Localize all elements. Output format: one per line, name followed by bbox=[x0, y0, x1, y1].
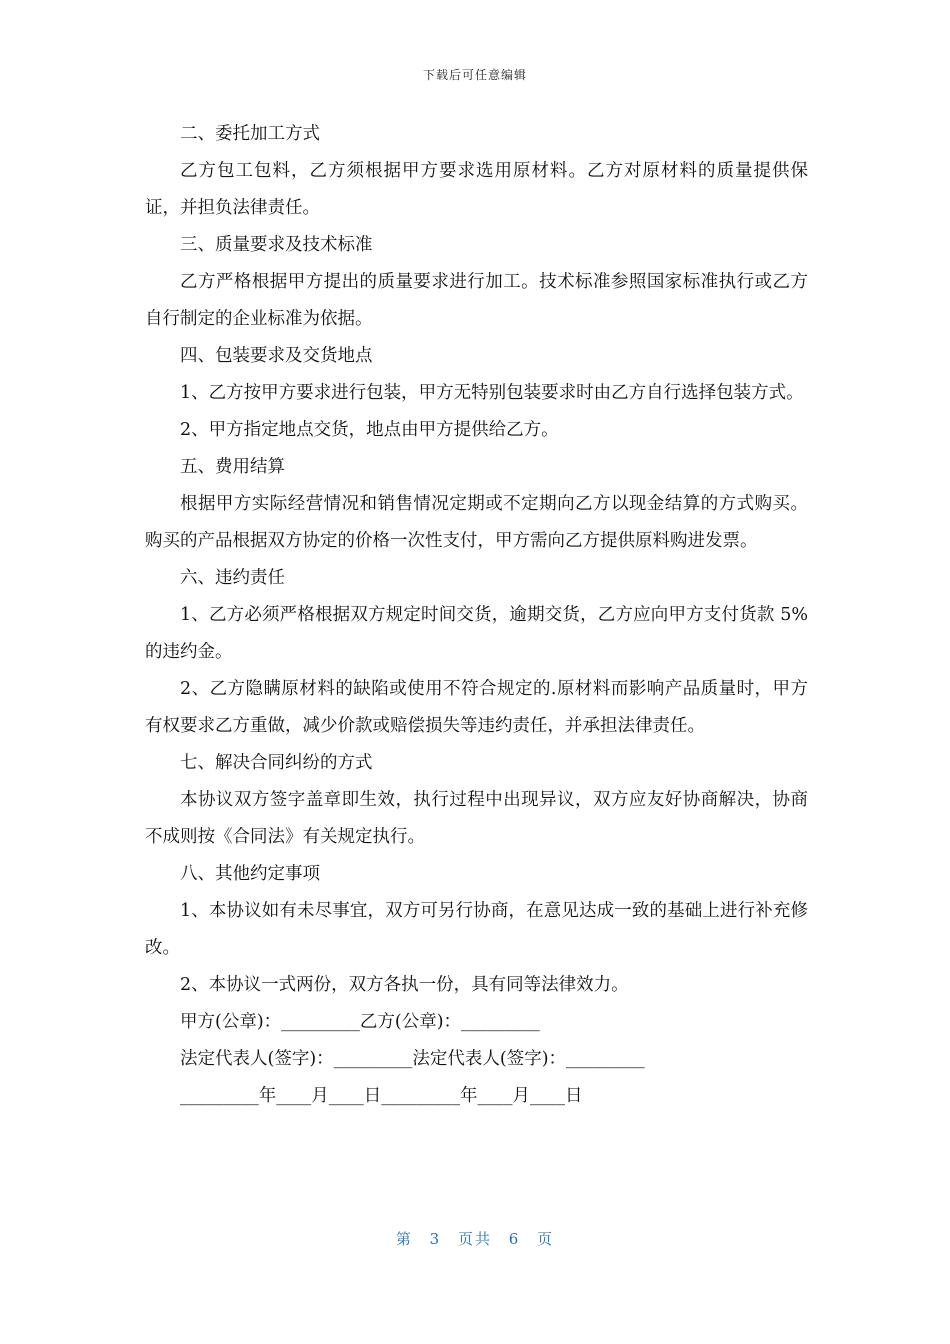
paragraph: 根据甲方实际经营情况和销售情况定期或不定期向乙方以现金结算的方式购买。购买的产品根据双方协定的价格一次性支付，甲方需向乙方提供原料购进发票。 bbox=[145, 494, 808, 551]
section-heading-8: 八、其他约定事项 bbox=[180, 864, 320, 884]
page-number-footer: 第 3 页共 6 页 bbox=[395, 1230, 555, 1248]
paragraph: 1、乙方必须严格根据双方规定时间交货，逾期交货，乙方应向甲方支付货款 5%的违约金。 bbox=[145, 605, 808, 662]
paragraph: 2、乙方隐瞒原材料的缺陷或使用不符合规定的.原材料而影响产品质量时，甲方有权要求乙方重做，减少价款或赔偿损失等违约责任，并承担法律责任。 bbox=[145, 679, 808, 736]
section-heading-2: 二、委托加工方式 bbox=[180, 124, 320, 144]
document-body bbox=[145, 116, 808, 1115]
signature-line-dates: _________年____月____日_________年____月____日 bbox=[180, 1086, 583, 1106]
section-heading-6: 六、违约责任 bbox=[180, 568, 285, 588]
section-heading-4: 四、包装要求及交货地点 bbox=[180, 346, 373, 366]
paragraph: 乙方严格根据甲方提出的质量要求进行加工。技术标准参照国家标准执行或乙方自行制定的企业标准为依据。 bbox=[145, 272, 808, 329]
page-header: 下载后可任意编辑 bbox=[422, 68, 527, 82]
paragraph: 2、本协议一式两份，双方各执一份，具有同等法律效力。 bbox=[180, 975, 629, 995]
paragraph: 1、本协议如有未尽事宜，双方可另行协商，在意见达成一致的基础上进行补充修改。 bbox=[145, 901, 808, 958]
section-heading-3: 三、质量要求及技术标准 bbox=[180, 235, 373, 255]
signature-line-seals: 甲方(公章)：_________乙方(公章)：_________ bbox=[180, 1012, 540, 1032]
paragraph: 乙方包工包料，乙方须根据甲方要求选用原材料。乙方对原材料的质量提供保证，并担负法律责任。 bbox=[145, 161, 808, 218]
section-heading-5: 五、费用结算 bbox=[180, 457, 285, 477]
signature-line-representatives: 法定代表人(签字)：_________法定代表人(签字)：_________ bbox=[180, 1049, 645, 1069]
paragraph: 1、乙方按甲方要求进行包装，甲方无特别包装要求时由乙方自行选择包装方式。 bbox=[180, 383, 804, 403]
section-heading-7: 七、解决合同纠纷的方式 bbox=[180, 753, 373, 773]
paragraph: 2、甲方指定地点交货，地点由甲方提供给乙方。 bbox=[180, 420, 559, 440]
paragraph: 本协议双方签字盖章即生效，执行过程中出现异议，双方应友好协商解决，协商不成则按《合同法》有关规定执行。 bbox=[145, 790, 808, 847]
